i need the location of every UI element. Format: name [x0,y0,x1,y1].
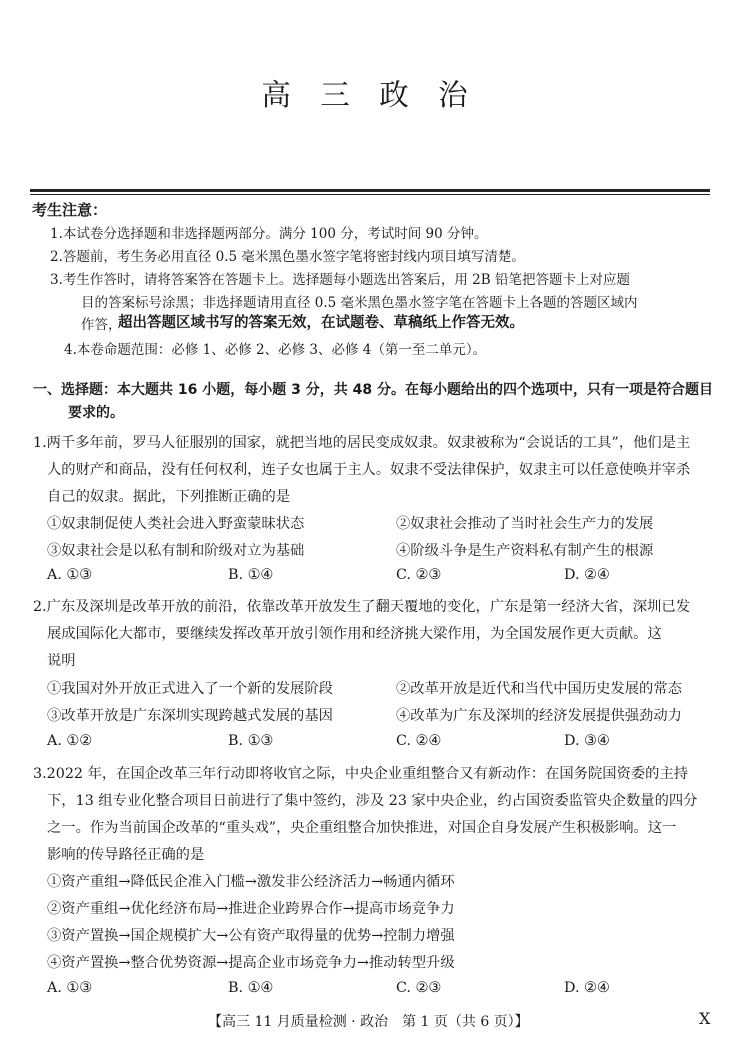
note-item: 3.考生作答时，请将答案答在答题卡上。选择题每小题选出答案后，用 2B 铅笔把答题卡上对应题 [50,272,630,288]
question-option: ①我国对外开放正式进入了一个新的发展阶段 [47,681,333,697]
question-option: ②资产重组→优化经济布局→推进企业跨界合作→提高市场竞争力 [47,901,455,917]
question-stem: 展成国际化大都市，要继续发挥改革开放引领作用和经济挑大梁作用，为全国发展作更大贡献。这 [47,626,662,642]
note-item: 1.本试卷分选择题和非选择题两部分。满分 100 分，考试时间 90 分钟。 [50,226,488,242]
question-option: ②改革开放是近代和当代中国历史发展的常态 [396,681,682,697]
section-heading-cont: 要求的。 [68,405,124,421]
answer-choice: C. ②③ [396,567,442,583]
answer-choice: A. ①③ [47,980,93,996]
answer-choice: D. ②④ [564,980,610,996]
answer-choice: C. ②③ [396,980,442,996]
question-option: ②奴隶社会推动了当时社会生产力的发展 [396,516,654,532]
section-heading: 一、选择题：本大题共 16 小题，每小题 3 分，共 48 分。在每小题给出的四个选项中，只有一项是符合题目 [33,382,713,398]
question-stem: 说明 [47,653,76,669]
notes-heading: 考生注意： [32,201,108,219]
question-stem: 下，13 组专业化整合项目日前进行了集中签约，涉及 23 家中央企业，约占国资委监管央企数量的四分 [47,793,698,809]
page-footer: 【高三 11 月质量检测 · 政治 第 1 页（共 6 页）】 [208,1014,529,1030]
answer-choice: B. ①④ [228,567,274,583]
answer-choice: A. ①② [47,733,93,749]
note-item-emphasis: 超出答题区域书写的答案无效，在试题卷、草稿纸上作答无效。 [118,315,524,331]
note-item: 4.本卷命题范围：必修 1、必修 2、必修 3、必修 4（第一至二单元）。 [64,342,487,358]
note-item-prefix: 作答， [81,317,122,333]
question-option: ④改革为广东及深圳的经济发展提供强劲动力 [396,708,682,724]
question-stem: 2.广东及深圳是改革开放的前沿，依靠改革开放发生了翻天覆地的变化，广东是第一经济大省，深圳已发 [33,599,690,615]
answer-choice: D. ②④ [564,567,610,583]
question-option: ①奴隶制促使人类社会进入野蛮蒙昧状态 [47,516,305,532]
answer-choice: B. ①③ [228,733,274,749]
question-option: ④阶级斗争是生产资料私有制产生的根源 [396,543,654,559]
question-stem: 之一。作为当前国企改革的“重头戏”，央企重组整合加快推进，对国企自身发展产生积极影响。这一 [47,820,677,836]
answer-choice: C. ②④ [396,733,442,749]
question-stem: 影响的传导路径正确的是 [47,847,205,863]
answer-choice: A. ①③ [47,567,93,583]
answer-choice: D. ③④ [564,733,610,749]
page-title: 高 三 政 治 [261,78,478,112]
note-item: 2.答题前，考生务必用直径 0.5 毫米黑色墨水签字笔将密封线内项目填写清楚。 [50,249,525,265]
question-option: ③奴隶社会是以私有制和阶级对立为基础 [47,543,305,559]
header-rule-thin [30,194,710,195]
question-option: ④资产置换→整合优势资源→提高企业市场竞争力→推动转型升级 [47,955,455,971]
version-mark: X [699,1009,711,1028]
question-option: ③资产置换→国企规模扩大→公有资产取得量的优势→控制力增强 [47,928,455,944]
question-stem: 人的财产和商品，没有任何权利，连子女也属于主人。奴隶不受法律保护，奴隶主可以任意使唤并宰杀 [47,462,691,478]
question-stem: 自己的奴隶。据此，下列推断正确的是 [47,489,291,505]
note-item: 目的答案标号涂黑；非选择题请用直径 0.5 毫米黑色墨水签字笔在答题卡上各题的答题区域内 [81,295,638,311]
question-option: ①资产重组→降低民企准入门槛→激发非公经济活力→畅通内循环 [47,874,455,890]
question-stem: 3.2022 年，在国企改革三年行动即将收官之际，中央企业重组整合又有新动作：在国务院国资委的主持 [33,766,689,782]
header-rule-thick [30,189,710,192]
answer-choice: B. ①④ [228,980,274,996]
question-stem: 1.两千多年前，罗马人征服别的国家，就把当地的居民变成奴隶。奴隶被称为“会说话的工具”，他们是主 [33,435,691,451]
question-option: ③改革开放是广东深圳实现跨越式发展的基因 [47,708,333,724]
